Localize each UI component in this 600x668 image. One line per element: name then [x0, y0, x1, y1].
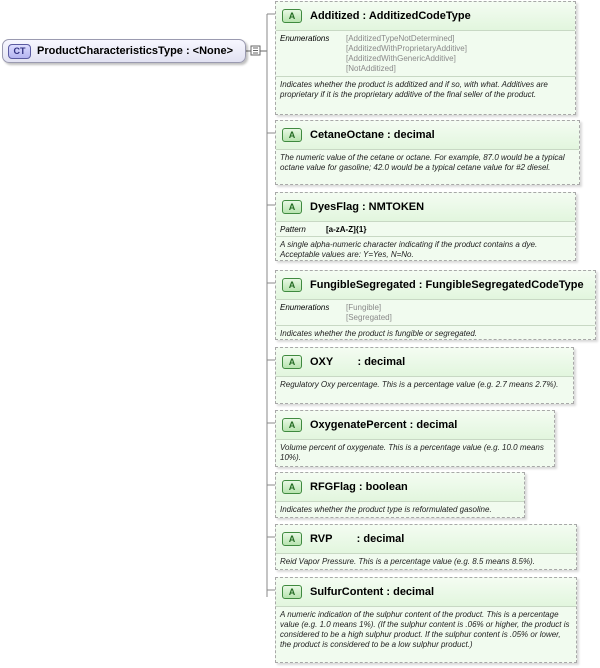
element-header [276, 348, 573, 377]
enumeration-value: [Fungible] [346, 303, 382, 312]
element-documentation: Indicates whether the product is fungible or segregated. [280, 329, 478, 338]
complex-type-icon: CT [8, 44, 31, 59]
attribute-icon: A [282, 585, 302, 599]
element-title: OXY : decimal [310, 356, 406, 368]
enumerations-label: Enumerations [280, 303, 330, 312]
element-documentation: Indicates whether the product is additized and if so, with what. Additives are proprietary if it is the proprietary additive of the final seller of the product. [280, 80, 548, 99]
element-header [276, 193, 575, 222]
complex-type-node[interactable] [2, 39, 246, 63]
pattern-label: Pattern [280, 225, 306, 234]
element-documentation: A numeric indication of the sulphur content of the product. This is a percentage value (e.g. 1.0 means 1%). (If the sulphur content is .06% or higher, the product is considered to be a high sulphur product. If the sulphur content is .05% or lower, the product is considered to be a low sulphur product.) [280, 610, 570, 649]
attribute-icon: A [282, 418, 302, 432]
element-title: Additized : AdditizedCodeType [310, 10, 471, 22]
element-header [276, 525, 576, 554]
element-title: DyesFlag : NMTOKEN [310, 201, 425, 213]
enumeration-value: [NotAdditized] [346, 64, 396, 73]
element-title: RVP : decimal [310, 533, 405, 545]
element-fungible-segregated[interactable] [275, 270, 596, 340]
element-header [276, 411, 554, 440]
attribute-icon: A [282, 355, 302, 369]
attribute-icon: A [282, 532, 302, 546]
element-documentation: The numeric value of the cetane or octane. For example, 87.0 would be a typical octane value for gasoline; 42.0 would be a typical cetane value for #2 diesel. [280, 153, 565, 172]
attribute-icon: A [282, 278, 302, 292]
enumeration-list [346, 303, 392, 323]
enumerations-label: Enumerations [280, 34, 330, 43]
element-oxygenate-percent[interactable] [275, 410, 555, 467]
enumeration-list [346, 34, 467, 74]
complex-type-title: ProductCharacteristicsType : <None> [37, 45, 234, 57]
enumeration-value: [AdditizedTypeNotDetermined] [346, 34, 455, 43]
element-title: FungibleSegregated : FungibleSegregatedCodeType [310, 279, 584, 291]
element-documentation: Regulatory Oxy percentage. This is a percentage value (e.g. 2.7 means 2.7%). [280, 380, 559, 389]
element-oxy[interactable] [275, 347, 574, 404]
element-dyes-flag[interactable] [275, 192, 576, 261]
element-header [276, 2, 575, 31]
pattern-value: [a-zA-Z]{1} [326, 225, 367, 234]
element-documentation: Indicates whether the product type is reformulated gasoline. [280, 505, 492, 514]
element-title: RFGFlag : boolean [310, 481, 408, 493]
element-header [276, 578, 576, 607]
enumeration-value: [AdditizedWithProprietaryAdditive] [346, 44, 467, 53]
enumeration-value: [Segregated] [346, 313, 392, 322]
element-rvp[interactable] [275, 524, 577, 570]
element-header [276, 121, 579, 150]
pattern-row [276, 222, 575, 237]
element-documentation: Reid Vapor Pressure. This is a percentage value (e.g. 8.5 means 8.5%). [280, 557, 535, 566]
element-header [276, 473, 524, 502]
attribute-icon: A [282, 9, 302, 23]
attribute-icon: A [282, 200, 302, 214]
element-documentation: A single alpha-numeric character indicating if the product contains a dye. Acceptable values are: Y=Yes, N=No. [280, 240, 538, 259]
element-additized[interactable] [275, 1, 576, 115]
element-title: CetaneOctane : decimal [310, 129, 435, 141]
enumerations-row [276, 31, 575, 77]
element-header [276, 271, 595, 300]
element-title: OxygenatePercent : decimal [310, 419, 458, 431]
enumeration-value: [AdditizedWithGenericAdditive] [346, 54, 456, 63]
element-sulfur-content[interactable] [275, 577, 577, 663]
element-cetane-octane[interactable] [275, 120, 580, 185]
element-documentation: Volume percent of oxygenate. This is a percentage value (e.g. 10.0 means 10%). [280, 443, 544, 462]
element-rfg-flag[interactable] [275, 472, 525, 518]
attribute-icon: A [282, 480, 302, 494]
enumerations-row [276, 300, 595, 326]
attribute-icon: A [282, 128, 302, 142]
element-title: SulfurContent : decimal [310, 586, 435, 598]
